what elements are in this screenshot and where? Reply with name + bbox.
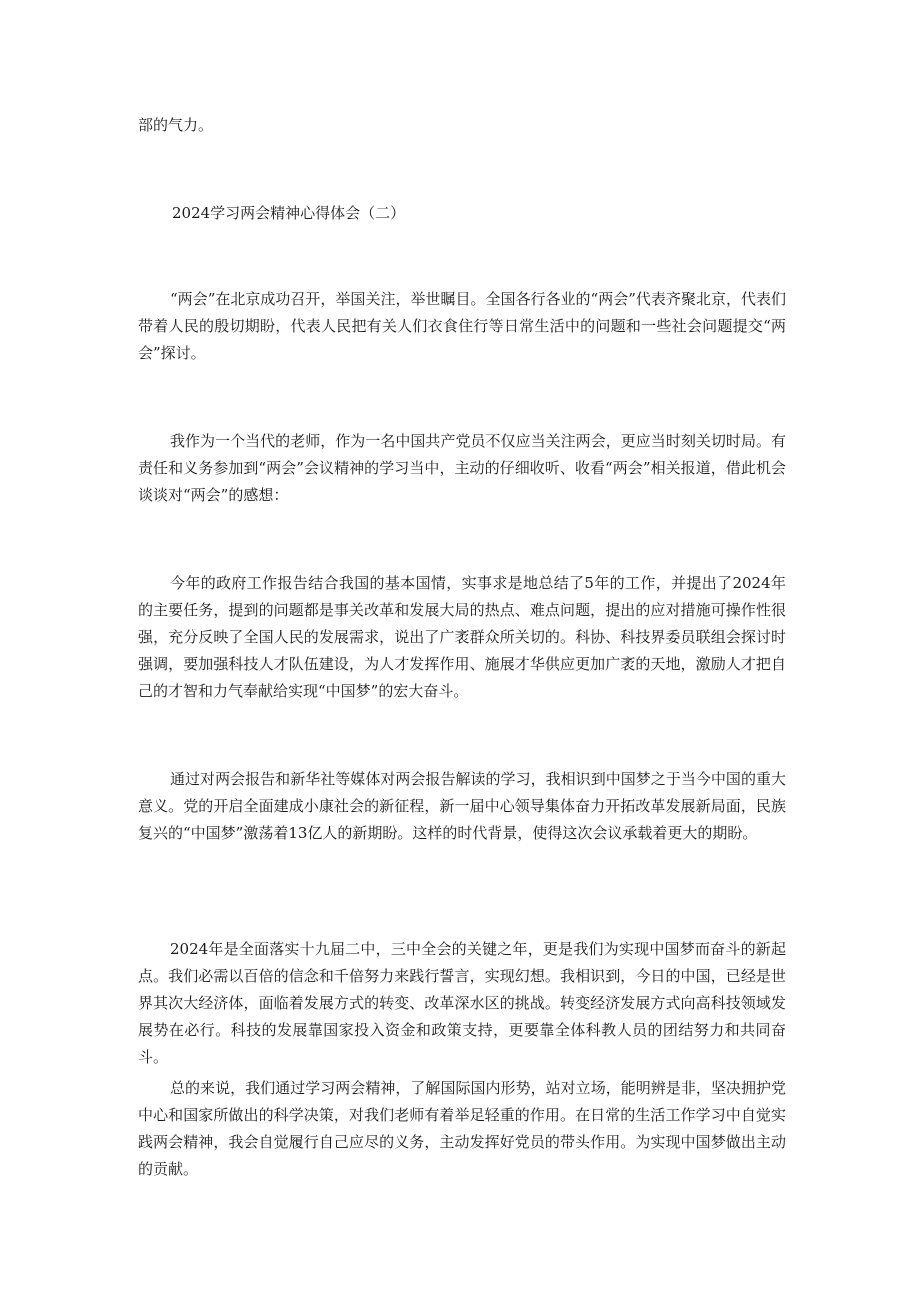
section-title: 2024学习两会精神心得体会（二）: [172, 204, 406, 222]
paragraph-2: 我作为一个当代的老师，作为一名中国共产党员不仅应当关注两会，更应当时刻关切时局。有责任和义务参加到“两会”会议精神的学习当中，主动的仔细收听、收看“两会”相关报道，借此机会谈谈对“两会”的感想：: [138, 432, 786, 504]
previous-section-ending: 部的气力。: [138, 116, 214, 134]
paragraph-1: “两会”在北京成功召开，举国关注，举世瞩目。全国各行各业的“两会”代表齐聚北京，代表们带着人民的殷切期盼，代表人民把有关人们衣食住行等日常生活中的问题和一些社会问题提交“两会”探讨。: [138, 290, 786, 362]
paragraph-5: 2024年是全面落实十九届二中，三中全会的关键之年，更是我们为实现中国梦而奋斗的新起点。我们必需以百倍的信念和千倍努力来践行誓言，实现幻想。我相识到，今日的中国，已经是世界其次大经济体，面临着发展方式的转变、改革深水区的挑战。转变经济发展方式向高科技领域发展势在必行。科技的发展靠国家投入资金和政策支持，更要靠全体科教人员的团结努力和共同奋斗。: [138, 940, 786, 1066]
paragraph-3: 今年的政府工作报告结合我国的基本国情，实事求是地总结了5年的工作，并提出了2024年的主要任务，提到的问题都是事关改革和发展大局的热点、难点问题，提出的应对措施可操作性很强，充分反映了全国人民的发展需求，说出了广袤群众所关切的。科协、科技界委员联组会探讨时强调，要加强科技人才队伍建设，为人才发挥作用、施展才华供应更加广袤的天地，激励人才把自己的才智和力气奉献给实现“中国梦”的宏大奋斗。: [138, 574, 786, 700]
paragraph-6: 总的来说，我们通过学习两会精神，了解国际国内形势，站对立场，能明辨是非，坚决拥护党中心和国家所做出的科学决策，对我们老师有着举足轻重的作用。在日常的生活工作学习中自觉实践两会精神，我会自觉履行自己应尽的义务，主动发挥好党员的带头作用。为实现中国梦做出主动的贡献。: [138, 1079, 786, 1178]
paragraph-4: 通过对两会报告和新华社等媒体对两会报告解读的学习，我相识到中国梦之于当今中国的重大意义。党的开启全面建成小康社会的新征程，新一届中心领导集体奋力开拓改革发展新局面，民族复兴的“中国梦”激荡着13亿人的新期盼。这样的时代背景，使得这次会议承载着更大的期盼。: [138, 770, 786, 842]
